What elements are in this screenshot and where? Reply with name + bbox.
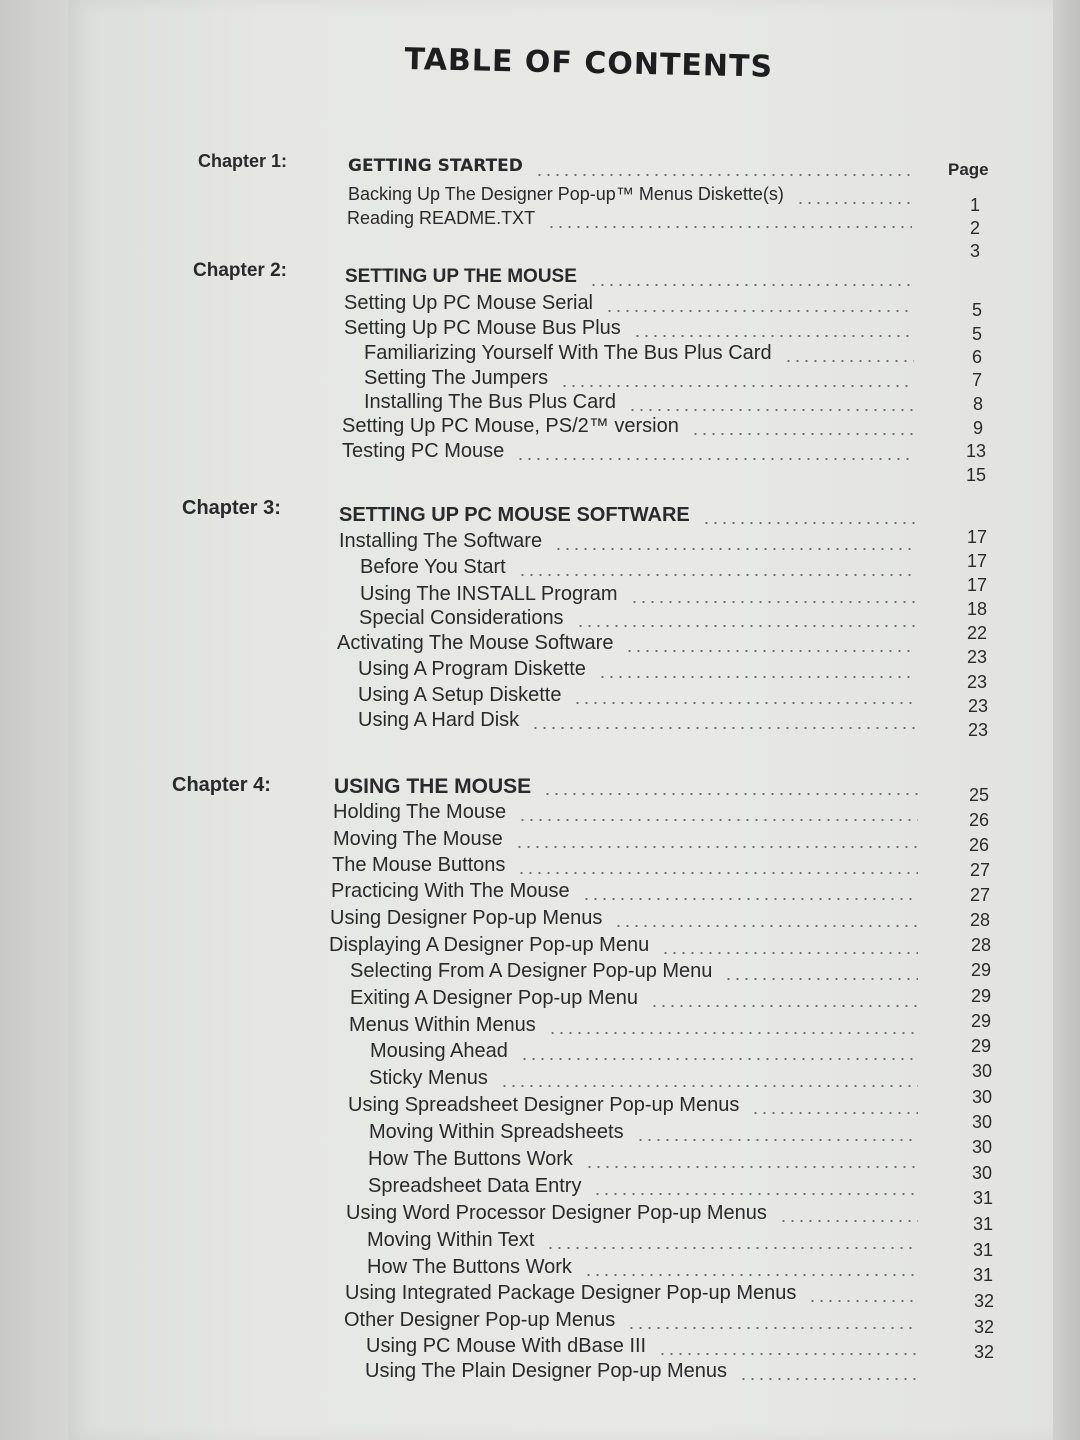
page-number: 27 (969, 885, 991, 905)
toc-entry: How The Buttons Work (367, 1256, 924, 1282)
toc-entry: Setting Up PC Mouse, PS/2™ version (342, 415, 920, 441)
page-number: 9 (972, 418, 983, 438)
toc-entry: Moving Within Text (367, 1229, 924, 1255)
page-number: 27 (969, 860, 991, 880)
chapter-label: Chapter 4: (172, 774, 271, 796)
chapter-label: Chapter 3: (182, 497, 281, 519)
toc-entry: Using The Plain Designer Pop-up Menus (365, 1360, 924, 1386)
toc-chapter-heading: GETTING STARTED (348, 156, 918, 182)
page-number: 30 (971, 1112, 993, 1132)
page-number: 1 (969, 195, 980, 215)
page-number: 23 (966, 647, 988, 667)
toc-chapter-heading: USING THE MOUSE (334, 775, 924, 801)
toc-entry: Using A Setup Diskette (358, 684, 921, 710)
page-number: 28 (970, 935, 992, 955)
page-number: 32 (973, 1291, 995, 1311)
toc-entry: Using The INSTALL Program (360, 583, 921, 609)
toc-entry: The Mouse Buttons (332, 854, 924, 880)
page-number: 3 (969, 241, 980, 261)
toc-entry: Menus Within Menus (349, 1014, 924, 1040)
toc-entry: Displaying A Designer Pop-up Menu (329, 934, 924, 960)
page-number: 22 (966, 623, 988, 643)
toc-entry: Setting The Jumpers (364, 367, 920, 393)
page-number: 17 (966, 551, 988, 571)
page-number: 30 (971, 1061, 993, 1081)
page-number: 29 (970, 960, 992, 980)
page-fore-edge (1053, 0, 1080, 1440)
toc-entry: Using A Program Diskette (358, 658, 921, 684)
toc-entry: Using Word Processor Designer Pop-up Menus (346, 1202, 924, 1228)
page-number: 32 (973, 1342, 995, 1362)
page-number: 5 (971, 324, 982, 344)
page-number: 8 (972, 394, 983, 414)
toc-entry: Using Spreadsheet Designer Pop-up Menus (348, 1094, 924, 1120)
page-number: 28 (969, 910, 991, 930)
toc-entry: Practicing With The Mouse (331, 880, 924, 906)
page-title: TABLE OF CONTENTS (404, 42, 774, 85)
page-number: 17 (966, 527, 988, 547)
toc-entry: Setting Up PC Mouse Serial (344, 292, 920, 318)
page-number: 31 (972, 1240, 994, 1260)
page-number: 31 (972, 1214, 994, 1234)
toc-entry: Familiarizing Yourself With The Bus Plus Card (364, 342, 920, 368)
toc-chapter-heading: SETTING UP THE MOUSE (345, 266, 920, 292)
toc-entry: How The Buttons Work (368, 1148, 924, 1174)
page-number: 7 (971, 370, 982, 390)
page-number: 6 (971, 347, 982, 367)
toc-entry: Spreadsheet Data Entry (368, 1175, 924, 1201)
toc-entry: Sticky Menus (369, 1067, 924, 1093)
page-number: 26 (968, 835, 990, 855)
page-number: 18 (966, 599, 988, 619)
toc-entry: Before You Start (360, 556, 921, 582)
page-number: 31 (972, 1188, 994, 1208)
page-number: 29 (970, 1011, 992, 1031)
page-number: 25 (968, 785, 990, 805)
facing-page-edge (0, 0, 69, 1440)
toc-chapter-heading: SETTING UP PC MOUSE SOFTWARE (339, 504, 921, 530)
toc-entry: Using Designer Pop-up Menus (330, 907, 924, 933)
toc-entry: Setting Up PC Mouse Bus Plus (344, 317, 920, 343)
toc-entry: Activating The Mouse Software (337, 632, 921, 658)
toc-entry: Other Designer Pop-up Menus (344, 1309, 924, 1335)
toc-entry: Mousing Ahead (370, 1040, 924, 1066)
page-number: 2 (969, 218, 980, 238)
page-number: 30 (971, 1163, 993, 1183)
page-number: 5 (971, 300, 982, 320)
page-number: 13 (965, 441, 987, 461)
page-number: 30 (971, 1137, 993, 1157)
toc-entry: Backing Up The Designer Pop-up™ Menus Diskette(s) (348, 184, 918, 210)
toc-entry: Installing The Software (339, 530, 921, 556)
toc-entry: Using PC Mouse With dBase III (366, 1335, 924, 1361)
toc-entry: Installing The Bus Plus Card (364, 391, 920, 417)
toc-entry: Using Integrated Package Designer Pop-up Menus (345, 1282, 924, 1308)
toc-entry: Moving The Mouse (333, 828, 924, 854)
page-number: 29 (970, 1036, 992, 1056)
toc-entry: Using A Hard Disk (358, 709, 921, 735)
chapter-label: Chapter 1: (198, 151, 288, 171)
page-number: 30 (971, 1087, 993, 1107)
toc-entry: Selecting From A Designer Pop-up Menu (350, 960, 924, 986)
page-number: 29 (970, 986, 992, 1006)
page-number: 23 (966, 672, 988, 692)
page-column-label: Page (948, 160, 989, 179)
toc-entry: Holding The Mouse (333, 801, 924, 827)
page-number: 32 (973, 1317, 995, 1337)
page-number: 23 (967, 720, 989, 740)
page-number: 26 (968, 810, 990, 830)
chapter-label: Chapter 2: (193, 260, 287, 281)
toc-entry: Special Considerations (359, 607, 921, 633)
toc-entry: Exiting A Designer Pop-up Menu (350, 987, 924, 1013)
toc-entry: Reading README.TXT (347, 208, 918, 234)
page-number: 15 (965, 465, 987, 485)
toc-entry: Testing PC Mouse (342, 440, 920, 466)
page-number: 17 (966, 575, 988, 595)
page-number: 31 (972, 1265, 994, 1285)
page-number: 23 (967, 696, 989, 716)
toc-entry: Moving Within Spreadsheets (369, 1121, 924, 1147)
